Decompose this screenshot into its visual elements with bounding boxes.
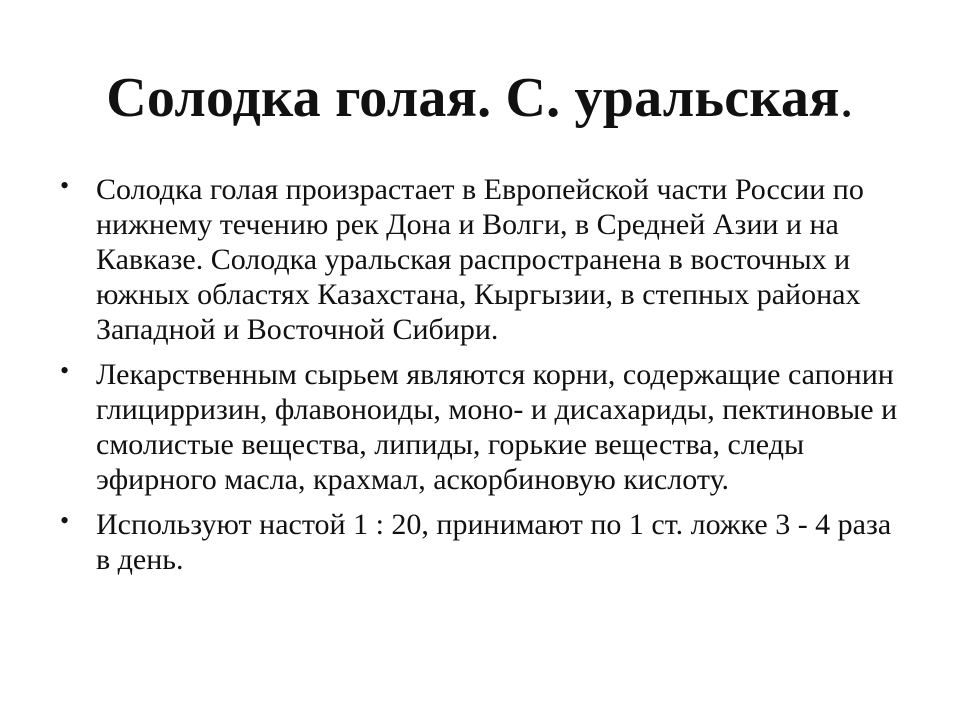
slide-title-text: Солодка голая. С. уральская [106,67,840,129]
bullet-text: Используют настой 1 : 20, принимают по 1 ст. ложке 3 - 4 раза в день. [96,508,892,576]
bullet-text: Лекарственным сырьем являются корни, содержащие сапонин глицирризин, флавоноиды, моно- и дисахариды, пектиновые и смолистые вещества, липиды, горькие вещества, следы эфирного масла, крахмал, аскорбиновую кислоту. [96,358,898,496]
bullet-item-raw-material [60,357,910,497]
bullet-text: Солодка голая произрастает в Европейской части России по нижнему течению рек Дона и Волги, в Средней Азии и на Кавказе. Солодка уральская распространена в восточных и южных областях Казахстана, Кыргызии, в степных районах Западной и Восточной Сибири. [96,173,864,346]
slide-title-period: . [839,67,854,129]
bullet-list [60,172,910,587]
slide-title [0,62,960,134]
bullet-dot-icon: • [60,171,70,200]
bullet-dot-icon: • [60,356,70,385]
bullet-item-habitat [60,172,910,347]
bullet-dot-icon: • [60,506,70,535]
bullet-item-usage [60,507,910,577]
